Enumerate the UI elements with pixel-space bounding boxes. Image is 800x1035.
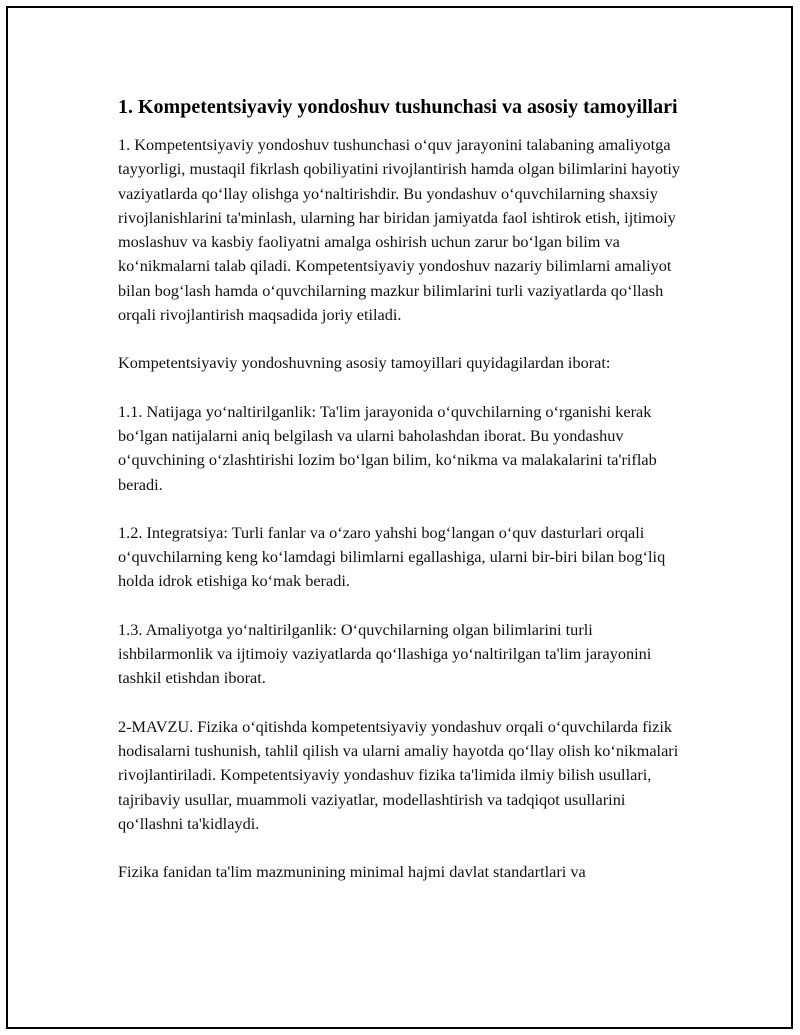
document-title: 1. Kompetentsiyaviy yondoshuv tushunchasi va asosiy tamoyillari [118,96,678,118]
paragraph-principle-1-1: 1.1. Natijaga yo‘naltirilganlik: Ta'lim jarayonida o‘quvchilarning o‘rganishi kerak bo‘lgan natijalarni aniq belgilash va ularni baholashdan iborat. Bu yondashuv o‘quvchining o‘zlashtirishi lozim bo‘lgan bilim, ko‘nikma va malakalarini ta'riflab beradi. [118,401,657,494]
document-body [118,92,688,908]
paragraph-intro: 1. Kompetentsiyaviy yondoshuv tushunchasi o‘quv jarayonini talabaning amaliyotga tayyorligi, mustaqil fikrlash qobiliyatini rivojlantirish hamda olgan bilimlarini hayotiy vaziyatlarda qo‘llay olishga yo‘naltirishdir. Bu yondashuv o‘quvchilarning shaxsiy rivojlanishlarini ta'minlash, ularning har biridan jamiyatda faol ishtirok etish, ijtimoiy moslashuv va kasbiy faoliyatni amalga oshirish uchun zarur bo‘lgan bilim va ko‘nikmalarni talab qiladi. Kompetentsiyaviy yondoshuv nazariy bilimlarni amaliyot bilan bog‘lash hamda o‘quvchilarning mazkur bilimlarini turli vaziyatlarda qo‘llash orqali rivojlantirish maqsadida joriy etiladi. [118,135,681,325]
paragraph-physics-content: Fizika fanidan ta'lim mazmunining minimal hajmi davlat standartlari va [118,862,586,882]
paragraph-principle-1-3: 1.3. Amaliyotga yo‘naltirilganlik: O‘quvchilarning olgan bilimlarini turli ishbilarmonlik va ijtimoiy vaziyatlarda qo‘llashiga yo‘naltirilgan ta'lim jarayonini tashkil etishdan iborat. [118,619,652,688]
paragraph-topic-2: 2-MAVZU. Fizika o‘qitishda kompetentsiyaviy yondashuv orqali o‘quvchilarda fizik hodisalarni tushunish, tahlil qilish va ularni amaliy hayotda qo‘llay olish ko‘nikmalari rivojlantiriladi. Kompetentsiyaviy yondashuv fizika ta'limida ilmiy bilish usullari, tajribaviy usullar, muammoli vaziyatlar, modellashtirish va tadqiqot usullarini qo‘llashni ta'kidlaydi. [118,716,679,833]
paragraph-principle-1-2: 1.2. Integratsiya: Turli fanlar va o‘zaro yahshi bog‘langan o‘quv dasturlari orqali o‘quvchilarning keng ko‘lamdagi bilimlarni egallashiga, ularni bir-biri bilan bog‘liq holda idrok etishiga ko‘mak beradi. [118,522,666,591]
paragraph-principles-lead: Kompetentsiyaviy yondoshuvning asosiy tamoyillari quyidagilardan iborat: [118,353,611,373]
